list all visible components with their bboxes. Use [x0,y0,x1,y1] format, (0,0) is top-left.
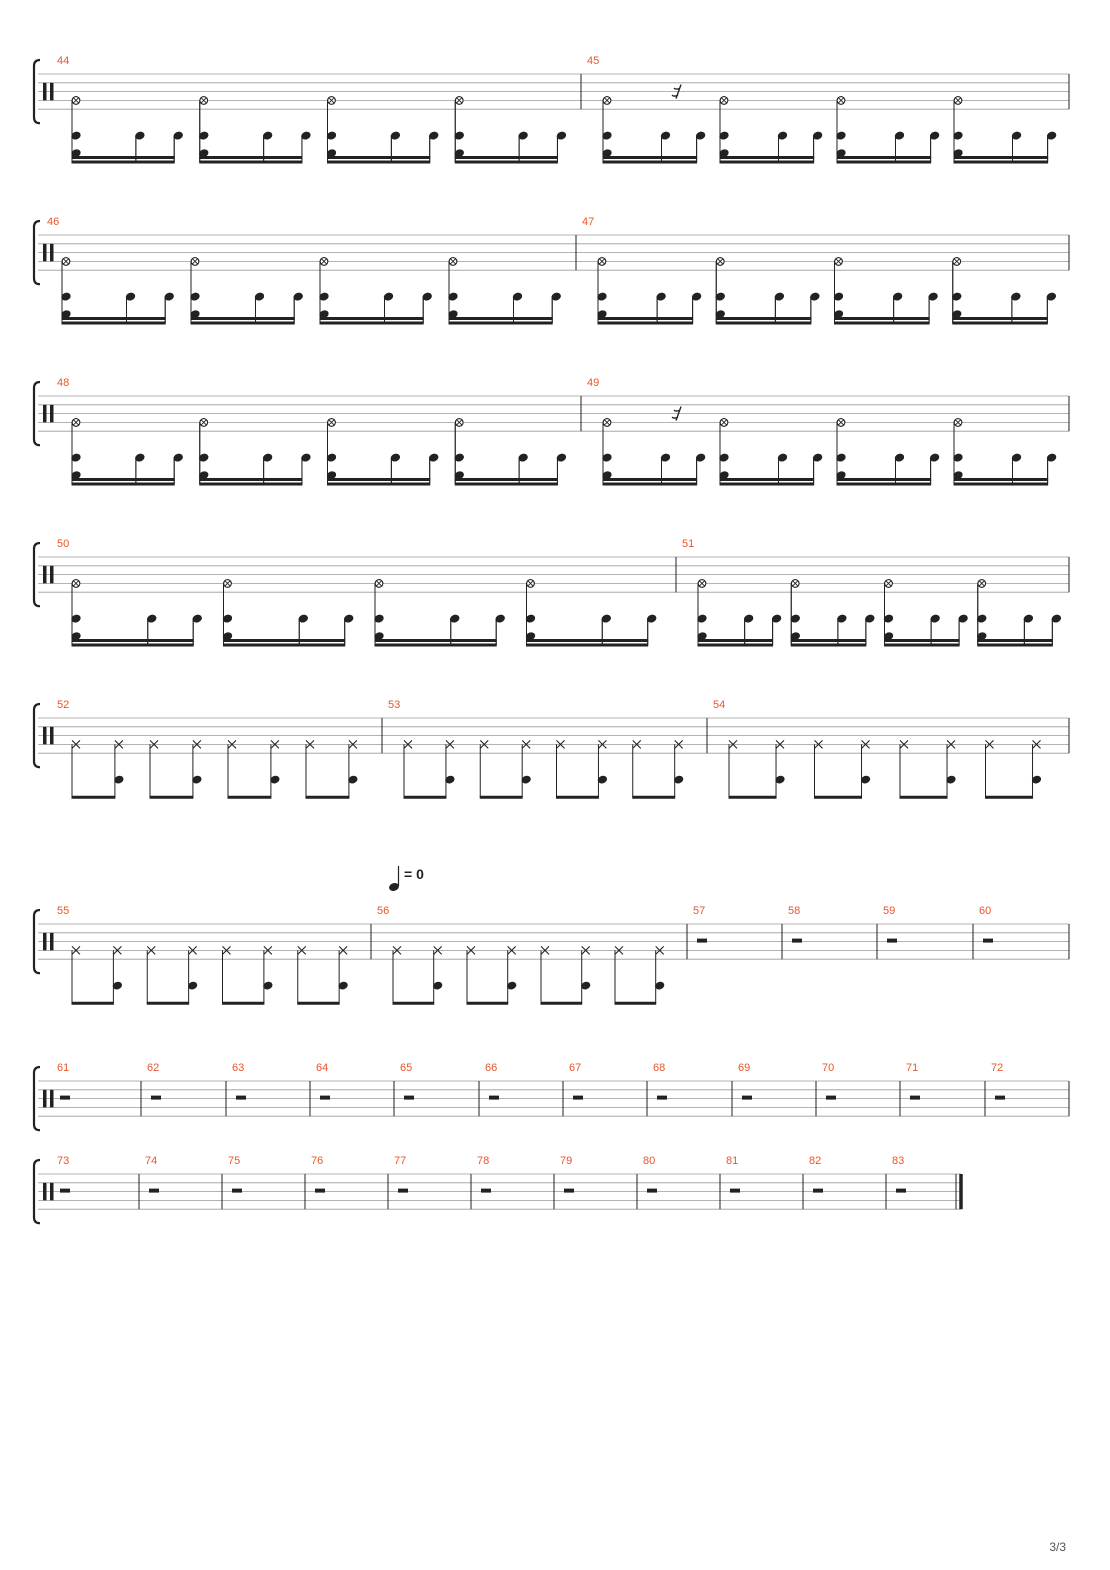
measure-number: 44 [57,55,70,67]
measure-number: 76 [311,1155,324,1167]
measure-number: 50 [57,538,70,550]
percussion-clef-bar [43,1090,47,1108]
percussion-clef-bar [43,933,47,951]
measure [707,699,1042,797]
whole-rest [315,1189,325,1193]
percussion-clef-bar [50,727,54,745]
measure-number: 49 [587,377,600,389]
measure [687,905,707,959]
measure [886,1155,906,1209]
measure-number: 57 [693,905,706,917]
measure-number: 83 [892,1155,905,1167]
measure [479,1062,499,1116]
percussion-clef-bar [50,566,54,584]
percussion-clef-bar [50,933,54,951]
whole-rest [232,1189,242,1193]
measure-number: 71 [906,1062,919,1074]
whole-rest [320,1096,330,1100]
measure-number: 77 [394,1155,407,1167]
whole-rest [910,1096,920,1100]
whole-rest [657,1096,667,1100]
whole-rest [236,1096,246,1100]
measure [803,1155,823,1209]
tempo-text: = 0 [404,866,424,882]
whole-rest [60,1096,70,1100]
measure [647,1062,667,1116]
measure [47,216,561,323]
whole-rest [481,1189,491,1193]
whole-rest [398,1189,408,1193]
measure-number: 69 [738,1062,751,1074]
measure [382,699,684,797]
percussion-clef-bar [50,1183,54,1201]
measure-number: 60 [979,905,992,917]
percussion-clef-bar [43,566,47,584]
measure-number: 47 [582,216,595,228]
measure-number: 48 [57,377,70,389]
measure-number: 73 [57,1155,70,1167]
measure [877,905,897,959]
whole-rest [60,1189,70,1193]
percussion-clef-bar [50,405,54,423]
measure [57,538,657,645]
whole-rest [151,1096,161,1100]
whole-rest [697,939,707,943]
percussion-clef-bar [43,405,47,423]
measure [563,1062,583,1116]
measure [637,1155,657,1209]
measure-number: 51 [682,538,695,550]
measure [816,1062,836,1116]
measure [305,1155,325,1209]
whole-rest [573,1096,583,1100]
percussion-clef-bar [43,83,47,101]
measure [371,905,665,1003]
measure-number: 68 [653,1062,666,1074]
measure-number: 66 [485,1062,498,1074]
measure-number: 80 [643,1155,656,1167]
staff-system [34,1155,961,1223]
whole-rest [826,1096,836,1100]
measure [57,699,358,797]
staff-system [34,216,1069,323]
measure-number: 56 [377,905,390,917]
percussion-clef-bar [50,244,54,262]
measure [471,1155,491,1209]
percussion-clef-bar [43,1183,47,1201]
measure [57,377,566,484]
whole-rest [887,939,897,943]
measure-number: 63 [232,1062,245,1074]
staff-system [34,377,1069,484]
percussion-clef-bar [50,1090,54,1108]
measure [554,1155,574,1209]
measure [388,1155,408,1209]
measure [310,1062,330,1116]
whole-rest [792,939,802,943]
measure [57,55,566,162]
staff-system [34,699,1069,797]
whole-rest [983,939,993,943]
measure [141,1062,161,1116]
measure-number: 62 [147,1062,160,1074]
measure-number: 75 [228,1155,241,1167]
measure [732,1062,752,1116]
measure-number: 64 [316,1062,329,1074]
measure-number: 81 [726,1155,739,1167]
measure-number: 70 [822,1062,835,1074]
staff-system [34,905,1069,1003]
measure-number: 54 [713,699,726,711]
staff-system [34,1062,1069,1130]
whole-rest [813,1189,823,1193]
measure [226,1062,246,1116]
measure-number: 52 [57,699,70,711]
whole-rest [730,1189,740,1193]
measure-number: 79 [560,1155,573,1167]
whole-rest [896,1189,906,1193]
whole-rest [742,1096,752,1100]
percussion-clef-bar [43,727,47,745]
whole-rest [149,1189,159,1193]
measure-number: 61 [57,1062,70,1074]
measure [576,216,1056,323]
whole-rest [647,1189,657,1193]
measure [222,1155,242,1209]
whole-rest [489,1096,499,1100]
measure-number: 65 [400,1062,413,1074]
measure [985,1062,1005,1116]
measure-number: 82 [809,1155,822,1167]
measure-number: 46 [47,216,60,228]
measure [973,905,993,959]
measure-number: 72 [991,1062,1004,1074]
measure [782,905,802,959]
staff-system [34,538,1069,645]
page-number: 3/3 [1049,1540,1066,1554]
whole-rest [564,1189,574,1193]
measure-number: 55 [57,905,70,917]
measure-number: 67 [569,1062,582,1074]
whole-rest [404,1096,414,1100]
measure [139,1155,159,1209]
measure-number: 74 [145,1155,158,1167]
measure-number: 78 [477,1155,490,1167]
percussion-clef-bar [50,83,54,101]
tempo-marking [388,866,424,892]
measure-number: 58 [788,905,801,917]
measure [57,905,348,1003]
measure [900,1062,920,1116]
measure-number: 59 [883,905,896,917]
measure [394,1062,414,1116]
measure [581,377,1057,484]
percussion-clef-bar [43,244,47,262]
measure [581,55,1057,162]
measure-number: 45 [587,55,600,67]
staff-system [34,55,1069,162]
measure [720,1155,740,1209]
whole-rest [995,1096,1005,1100]
measure-number: 53 [388,699,401,711]
measure [676,538,1061,645]
